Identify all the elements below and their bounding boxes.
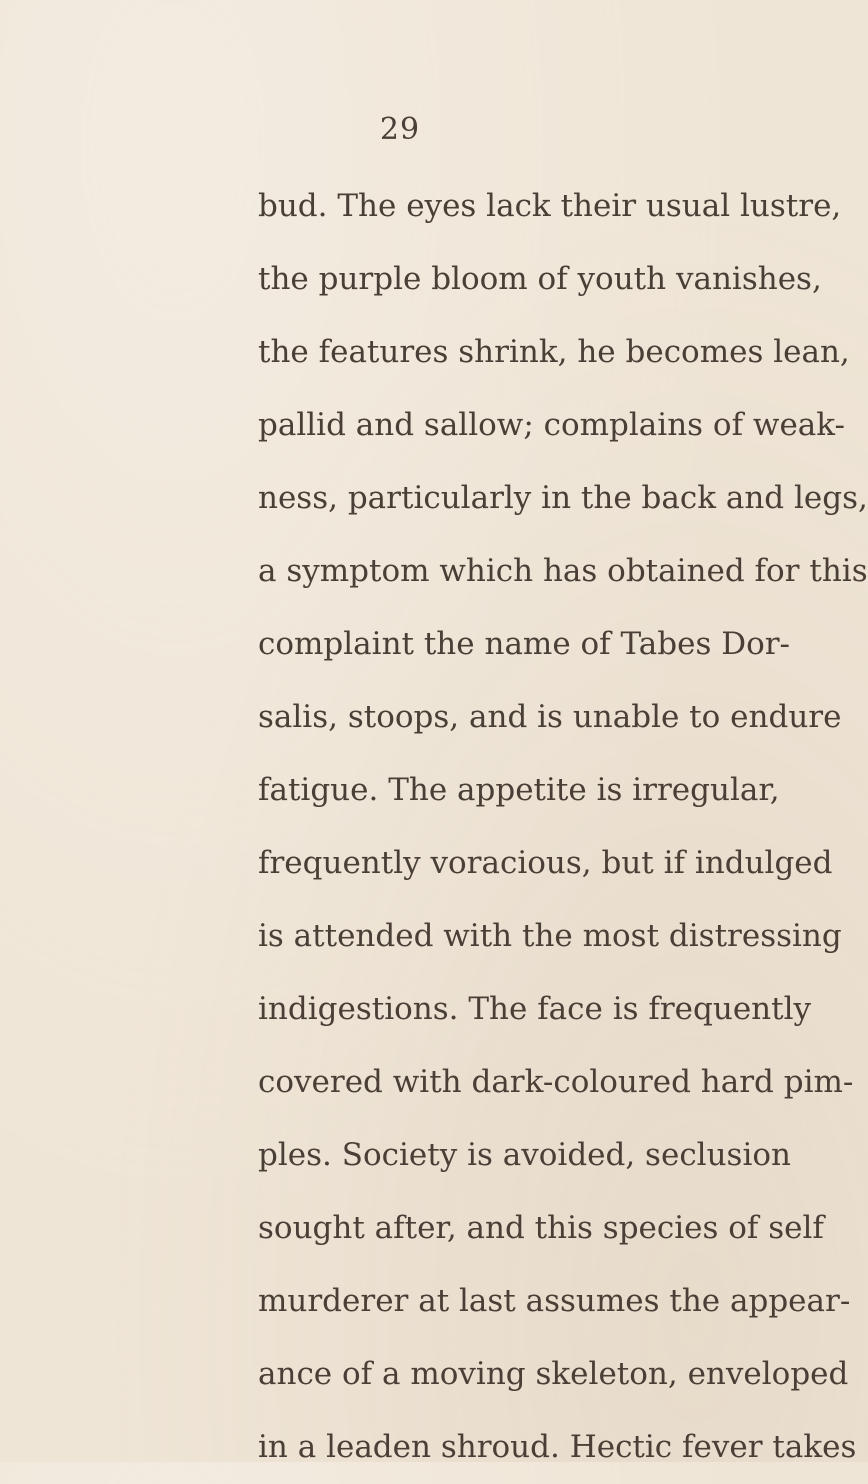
text-line: the purple bloom of youth vanishes,	[258, 261, 822, 297]
text-line: murderer at last assumes the appear-	[258, 1283, 851, 1319]
text-line: a symptom which has obtained for this	[258, 553, 868, 589]
text-line: pallid and sallow; complains of weak-	[258, 407, 846, 443]
text-line: frequently voracious, but if indulged	[258, 845, 833, 881]
text-line: covered with dark-coloured hard pim-	[258, 1064, 854, 1100]
text-line: indigestions. The face is frequently	[258, 991, 812, 1027]
text-line: sought after, and this species of self	[258, 1210, 824, 1246]
text-line: ance of a moving skeleton, enveloped	[258, 1356, 849, 1392]
body-text	[258, 170, 868, 1484]
text-line: complaint the name of Tabes Dor-	[258, 626, 791, 662]
text-line: ness, particularly in the back and legs,	[258, 480, 868, 516]
text-line: bud. The eyes lack their usual lustre,	[258, 188, 842, 224]
text-line: the features shrink, he becomes lean,	[258, 334, 850, 370]
text-line: fatigue. The appetite is irregular,	[258, 772, 780, 808]
text-line: salis, stoops, and is unable to endure	[258, 699, 842, 735]
page-number: 29	[379, 112, 421, 147]
text-line: ples. Society is avoided, seclusion	[258, 1137, 792, 1173]
text-line: in a leaden shroud. Hectic fever takes	[258, 1429, 857, 1465]
text-line: is attended with the most distressing	[258, 918, 842, 954]
